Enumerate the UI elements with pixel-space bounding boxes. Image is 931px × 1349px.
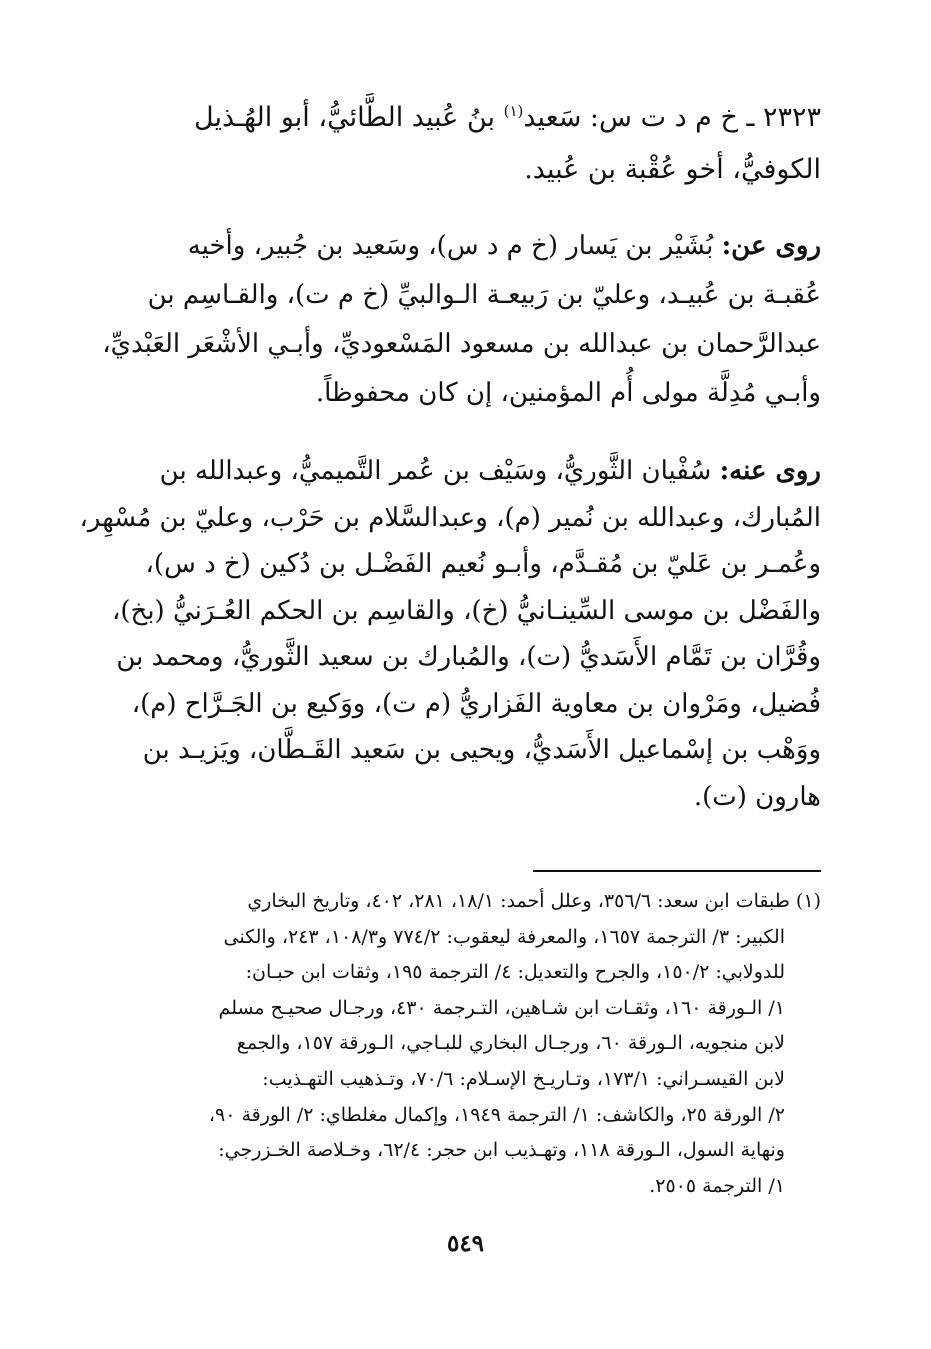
paragraph-line: وقُرَّان بن تَمَّام الأَسَديُّ (ت)، والمُبارك بن سعيد الثَّوريُّ، ومحمد بن [116,642,821,672]
footnote-line: ١/ الـورقة ١٦٠، وثقـات ابن شـاهين، التـرجمة ٤٣٠، ورجـال صحيـح مسلم [218,996,785,1019]
footnote-line: ١/ الترجمة ٢٥٠٥. [649,1174,785,1197]
paragraph-line: هارون (ت). [693,781,821,812]
entry-header-line: الكوفيُّ، أخو عُقْبة بن عُبيد. [524,154,821,185]
entry-title-start: ٢٣٢٣ ـ خ م د ت س: سَعيد [523,102,821,133]
footnote-line: لابن القيسـراني: ١٧٣/١، وتـاريـخ الإسـلام: ٧٠/٦، وتـذهيب التهـذيب: [262,1067,785,1090]
footnotes [118,884,821,1204]
paragraph-line: وأبـي مُدِلَّة مولى أُم المؤمنين، إن كان محفوظاً. [315,378,821,408]
paragraph-line: عُقبـة بن عُبيـد، وعليّ بن رَبيعـة الـوالبيِّ (خ م ت)، والقـاسِم بن [147,280,821,310]
footnote-line: الكبير: ٣/ الترجمة ١٦٥٧، والمعرفة ليعقوب: ٧٧٤/٢ و١٠٨/٣، ٢٤٣، والكنى [223,925,785,948]
footnote-reference[interactable]: (١) [503,102,524,120]
paragraph-line: وعُمـر بن عَليّ بن مُقـدَّم، وأبـو نُعيم الفَضْـل بن دُكين (خ د س)، [145,549,821,579]
entry-title-end: بنُ عُبيد الطَّائيُّ، أبو الهُـذيل [194,102,504,133]
paragraph-line: فُضيل، ومَرْوان بن معاوية الفَزاريُّ (م ت)، ووَكيع بن الجَـرَّاح (م)، [131,688,821,719]
paragraph-line: ووَهْب بن إسْماعيل الأَسَديُّ، ويحيى بن سَعيد القَـطَّان، ويَزيـد بن [142,735,821,765]
footnote-line: للدولابي: ١٥٠/٢، والجرح والتعديل: ٤/ الترجمة ١٩٥، وثقات ابن حبـان: [245,961,785,984]
paragraph-lead-label: روى عن: [721,231,821,261]
footnote-line: ونهاية السول، الـورقة ١١٨، وتهـذيب ابن حجر: ٦٢/٤، وخـلاصة الخـزرجي: [218,1139,785,1162]
entry-header [118,92,821,196]
paragraph-line: والفَضْل بن موسى السِّينـانيُّ (خ)، والقاسِم بن الحكم العُـرَنيُّ (بخ)، [112,595,821,626]
paragraph-lead-label: روى عنه: [719,456,821,486]
footnote-divider [533,870,821,872]
footnote-line: ٢/ الورقة ٢٥، والكاشف: ١/ الترجمة ١٩٤٩، وإكمال مغلطاي: ٢/ الورقة ٩٠، [208,1103,785,1126]
paragraph-line: المُبارك، وعبدالله بن نُمير (م)، وعبدالسَّلام بن حَرْب، وعليّ بن مُسْهِر، [79,502,821,533]
paragraph-line: روى عنه: سُفْيان الثَّوريُّ، وسَيْف بن عُمر التَّميميُّ، وعبدالله بن [159,456,821,486]
footnote-line: لابن منجويه، الـورقة ٦٠، ورجـال البخاري للبـاجي، الـورقة ١٥٧، والجمع [236,1032,785,1055]
paragraph-line: عبدالرَّحمان بن عبدالله بن مسعود المَسْعوديِّ، وأبـي الأشْعَر العَبْديِّ، [102,329,821,359]
narrated-from-paragraph [102,222,821,418]
narrated-by-paragraph [79,448,821,820]
page-number: ٥٤٩ [446,1230,485,1257]
paragraph-line: روى عن: بُشَيْر بن يَسار (خ م د س)، وسَعيد بن جُبير، وأخيه [187,231,821,261]
entry-header-line [118,92,821,144]
footnote-line: (١) طبقات ابن سعد: ٣٥٦/٦، وعلل أحمد: ١٨/١، ٢٨١، ٤٠٢، وتاريخ البخاري [247,890,821,912]
